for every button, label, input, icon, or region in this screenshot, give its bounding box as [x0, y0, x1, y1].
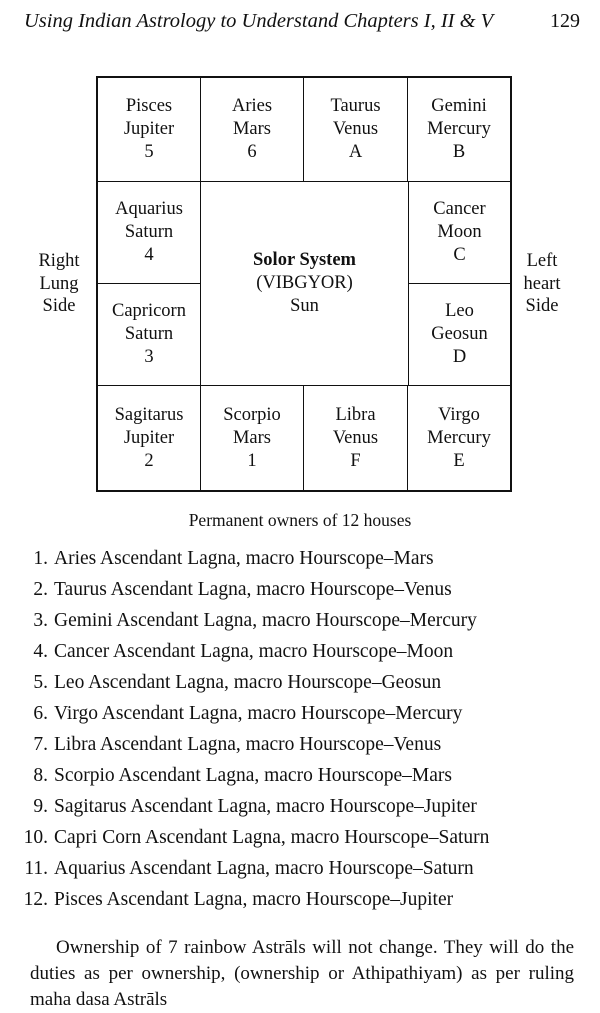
list-item	[22, 856, 582, 887]
house-sign: Libra	[335, 404, 376, 425]
list-item	[22, 732, 582, 763]
list-text: Taurus Ascendant Lagna, macro Hourscope–Venus	[54, 579, 452, 600]
house-planet: Mars	[232, 427, 272, 448]
house-planet: Jupiter	[123, 427, 175, 448]
center-solar-system	[201, 182, 408, 386]
center-title: Solor System	[253, 250, 356, 270]
house-planet: Mars	[232, 119, 272, 139]
house-pisces	[98, 78, 201, 182]
right-lung-side-label	[34, 250, 84, 318]
list-number: 5.	[33, 672, 48, 693]
list-item	[22, 825, 582, 856]
center-line: Sun	[290, 296, 319, 316]
house-code: A	[348, 142, 363, 162]
list-item	[22, 546, 582, 577]
house-planet: Geosun	[431, 324, 488, 344]
list-number: 1.	[33, 548, 48, 569]
list-number: 8.	[33, 765, 48, 786]
house-aquarius	[98, 182, 201, 284]
list-number: 11.	[24, 858, 48, 879]
list-number: 3.	[33, 610, 48, 631]
house-planet: Jupiter	[123, 119, 175, 139]
center-line: (VIBGYOR)	[256, 273, 353, 293]
house-sign: Aries	[231, 96, 273, 116]
house-sign: Aquarius	[115, 199, 183, 219]
house-libra	[304, 386, 408, 490]
side-label-line: Side	[525, 296, 559, 316]
list-number: 2.	[33, 579, 48, 600]
running-title: Using Indian Astrology to Understand Chapters I, II & V	[24, 10, 494, 32]
house-gemini	[408, 78, 510, 182]
house-sagitarus	[98, 386, 201, 490]
house-aries	[201, 78, 304, 182]
house-planet: Moon	[437, 222, 482, 242]
house-code: E	[453, 450, 465, 471]
house-sign: Virgo	[438, 404, 480, 425]
list-text: Capri Corn Ascendant Lagna, macro Hourscope–Saturn	[54, 827, 490, 848]
ascendant-list	[22, 546, 582, 918]
side-label-line: Side	[42, 296, 76, 316]
house-code: 3	[144, 347, 154, 367]
list-item	[22, 577, 582, 608]
list-text: Scorpio Ascendant Lagna, macro Hourscope–Mars	[54, 765, 453, 786]
list-item	[22, 639, 582, 670]
list-number: 9.	[33, 796, 48, 817]
list-number: 6.	[33, 703, 48, 724]
zodiac-chart	[96, 76, 512, 492]
house-planet: Venus	[332, 427, 379, 448]
list-text: Aries Ascendant Lagna, macro Hourscope–Mars	[54, 548, 434, 569]
house-cancer	[408, 182, 510, 284]
house-leo	[408, 284, 510, 386]
house-sign: Taurus	[330, 96, 381, 116]
house-taurus	[304, 78, 408, 182]
list-number: 4.	[33, 641, 48, 662]
body-paragraph: Ownership of 7 rainbow Astrāls will not change. They will do the duties as per ownership, (ownership or Athipathiyam) as per ruling maha dasa Astrāls	[30, 937, 574, 1010]
side-label-line: Right	[38, 251, 80, 271]
house-sign: Cancer	[433, 199, 486, 219]
side-label-line: heart	[523, 273, 561, 294]
house-planet: Venus	[332, 119, 379, 139]
list-text: Leo Ascendant Lagna, macro Hourscope–Geosun	[54, 672, 442, 693]
side-label-line: Lung	[39, 273, 79, 294]
house-code: 1	[247, 450, 257, 471]
list-item	[22, 670, 582, 701]
chart-caption: Permanent owners of 12 houses	[188, 510, 412, 530]
house-code: 2	[144, 450, 154, 471]
list-number: 10.	[23, 827, 48, 848]
list-text: Pisces Ascendant Lagna, macro Hourscope–Jupiter	[54, 889, 454, 910]
list-text: Aquarius Ascendant Lagna, macro Hourscope–Saturn	[54, 858, 474, 879]
list-number: 7.	[33, 734, 48, 755]
house-code: 5	[144, 142, 154, 162]
house-code: F	[350, 450, 361, 471]
list-text: Sagitarus Ascendant Lagna, macro Hourscope–Jupiter	[54, 796, 477, 817]
house-code: 6	[247, 142, 257, 162]
list-item	[22, 794, 582, 825]
list-number: 12.	[23, 889, 48, 910]
side-label-line: Left	[526, 251, 558, 271]
page-header	[24, 10, 580, 40]
house-code: 4	[144, 245, 154, 265]
house-code: B	[452, 142, 466, 162]
house-code: C	[453, 245, 466, 265]
list-item	[22, 701, 582, 732]
list-item	[22, 763, 582, 794]
list-item	[22, 887, 582, 918]
house-planet: Saturn	[124, 324, 174, 344]
house-sign: Sagitarus	[114, 404, 184, 425]
list-text: Cancer Ascendant Lagna, macro Hourscope–Moon	[54, 641, 454, 662]
house-sign: Leo	[445, 301, 474, 321]
house-sign: Pisces	[125, 96, 173, 116]
house-planet: Saturn	[124, 222, 174, 242]
house-sign: Gemini	[431, 96, 487, 116]
list-text: Libra Ascendant Lagna, macro Hourscope–Venus	[54, 734, 442, 755]
house-planet: Mercury	[427, 119, 491, 139]
list-text: Virgo Ascendant Lagna, macro Hourscope–Mercury	[54, 703, 463, 724]
house-sign: Scorpio	[223, 404, 281, 425]
list-item	[22, 608, 582, 639]
house-capricorn	[98, 284, 201, 386]
list-text: Gemini Ascendant Lagna, macro Hourscope–Mercury	[54, 610, 477, 631]
page-number: 129	[550, 10, 580, 32]
house-virgo	[408, 386, 510, 490]
house-scorpio	[201, 386, 304, 490]
house-sign: Capricorn	[112, 301, 186, 321]
left-heart-side-label	[516, 250, 568, 318]
house-code: D	[452, 347, 467, 367]
house-planet: Mercury	[427, 427, 491, 448]
